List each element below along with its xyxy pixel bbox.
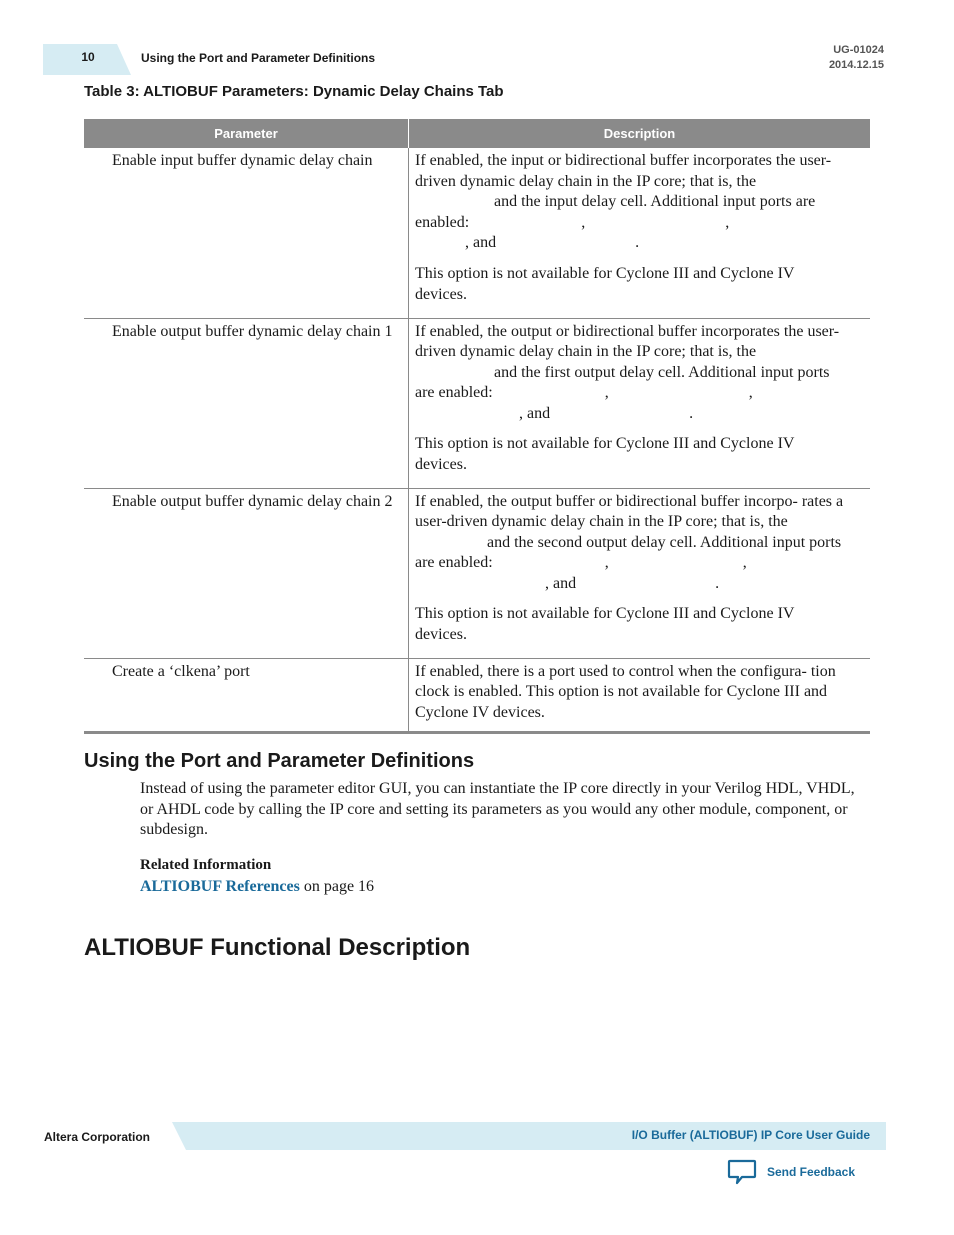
parameter-cell: Enable output buffer dynamic delay chain 1 [84,318,409,488]
related-page-ref: on page 16 [299,878,375,895]
header-doc-info [829,43,884,73]
doc-date: 2014.12.15 [828,59,884,71]
footer-company: Altera Corporation [44,1130,151,1144]
table-row [84,318,870,488]
description-text: If enabled, the output or bidirectional buffer incorporates the user-driven dynamic delay chain in the IP core; that is, the and the first output delay cell. Additional input ports are enabled: , , , and . [415,322,840,422]
send-feedback-label: Send Feedback [767,1165,856,1179]
parameter-cell: Create a ‘clkena’ port [84,658,409,732]
description-cell [409,318,871,488]
description-text: If enabled, there is a port used to control when the configura- tion clock is enabled. This option is not available for Cyclone III and Cyclone IV devices. [415,662,836,721]
footer-guide-title: I/O Buffer (ALTIOBUF) IP Core User Guide [631,1128,870,1142]
table-row [84,658,870,732]
availability-note: This option is not available for Cyclone III and Cyclone IV devices. [415,435,795,474]
description-text: If enabled, the input or bidirectional buffer incorporates the user-driven dynamic delay chain in the IP core; that is, the and the input delay cell. Additional input ports are enabled: , , , and . [415,152,832,252]
availability-note: This option is not available for Cyclone III and Cyclone IV devices. [415,264,795,303]
column-header-description: Description [409,119,871,148]
altiobuf-references-link[interactable]: ALTIOBUF References [140,878,300,895]
table-caption: Table 3: ALTIOBUF Parameters: Dynamic Delay Chains Tab [84,83,504,100]
description-text: If enabled, the output buffer or bidirectional buffer incorpo- rates a user-driven dynamic delay chain in the IP core; that is, the and the second output delay cell. Additional input ports are enabled: , , , and . [415,492,844,592]
table-row [84,488,870,658]
section-body-text: Instead of using the parameter editor GUI, you can instantiate the IP core directly in your Verilog HDL, VHDL, or AHDL code by calling the IP core and setting its parameters as you would any other module, component, or subdesign. [140,780,855,839]
table-row [84,148,870,318]
section-heading-functional-description: ALTIOBUF Functional Description [84,934,471,961]
header-section-title: Using the Port and Parameter Definitions [141,51,376,65]
parameter-cell: Enable input buffer dynamic delay chain [84,148,409,318]
description-cell [409,488,871,658]
speech-bubble-icon [727,1158,757,1186]
section-heading-port-parameter: Using the Port and Parameter Definitions [84,750,475,772]
related-information-label: Related Information [140,857,272,873]
availability-note: This option is not available for Cyclone III and Cyclone IV devices. [415,605,795,644]
send-feedback-button[interactable] [727,1158,855,1186]
page-number: 10 [81,50,95,64]
parameter-cell: Enable output buffer dynamic delay chain 2 [84,488,409,658]
description-cell [409,148,871,318]
doc-id: UG-01024 [833,44,884,56]
description-cell [409,658,871,732]
related-information-entry [140,878,374,896]
parameters-table [84,119,870,734]
table-header-row [84,119,870,148]
column-header-parameter: Parameter [84,119,409,148]
